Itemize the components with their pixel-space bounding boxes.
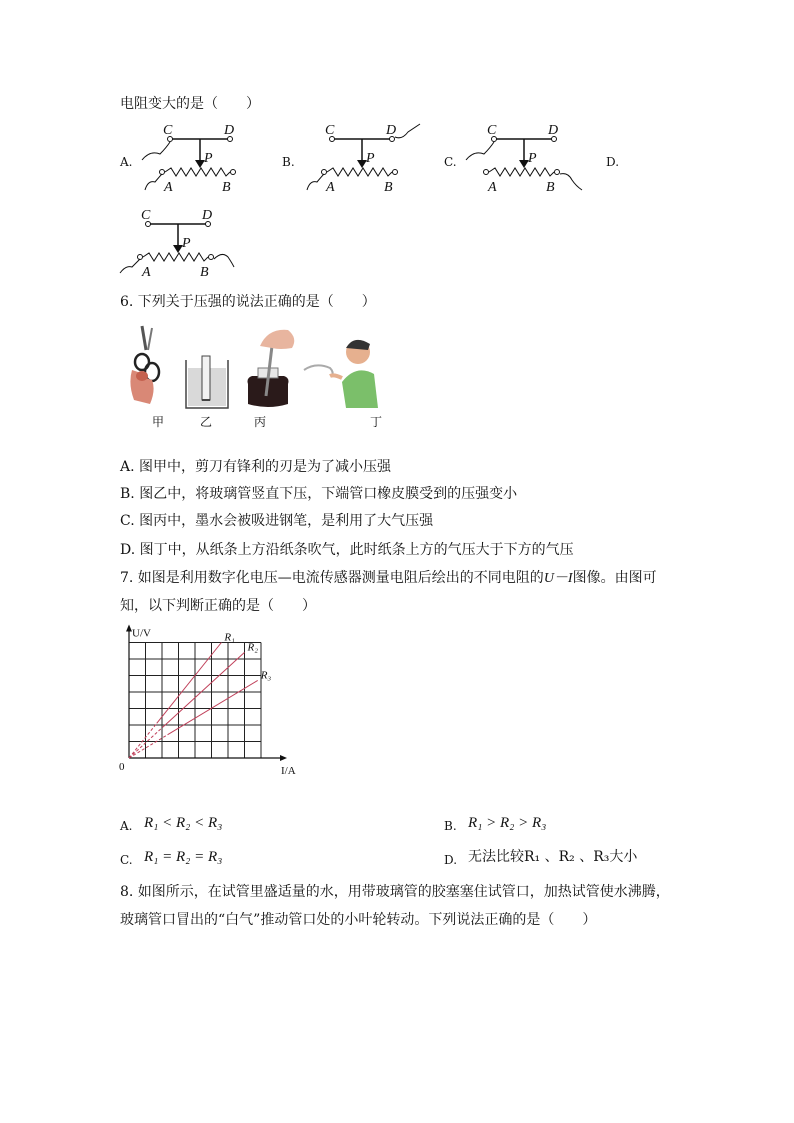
q7-option-b-label: B. [444,819,457,833]
q6-option-c: C. 图丙中，墨水会被吸进钢笔，是利用了大气压强 [120,513,434,529]
x-axis-label: I/A [281,765,296,777]
q8-line1: 8. 如图所示，在试管里盛适量的水，用带玻璃管的胶塞塞住试管口，加热试管使水沸腾， [120,884,670,900]
q5-stem-tail: 电阻变大的是（ ） [120,96,260,112]
label-b: B [222,180,231,195]
x-axis-arrow [280,755,287,761]
label-p: P [204,151,213,166]
ui-chart [115,618,295,783]
label-b: B [384,180,393,195]
scissors-picture [130,326,159,404]
figure-label-bing: 丙 [254,415,267,429]
origin-label: 0 [119,761,125,773]
beaker-picture [186,356,228,408]
chart-series [129,643,258,759]
y-axis-label: U/V [132,627,151,640]
q5-option-c-label: C. [444,155,457,169]
q7-stem-post: 图像。由图可 [572,570,657,586]
series-label-r1: R₁ [224,631,235,644]
label-a: A [142,265,151,280]
label-p: P [528,151,537,166]
ink-bottle-picture [248,330,295,407]
q7-option-a-label: A. [120,819,133,833]
label-c: C [325,123,335,138]
q5-option-a-label: A. [120,155,133,169]
series-line-dashed-2 [129,726,164,758]
label-b: B [200,265,209,280]
q7-option-d-expr: 无法比较R₁ 、R₂ 、R₃大小 [468,849,638,865]
label-d: D [548,123,559,138]
figure-label-ding: 丁 [370,415,383,429]
q7-stem-ui: U－I [543,571,573,586]
label-a: A [488,180,497,195]
label-d: D [224,123,235,138]
label-p: P [366,151,375,166]
q6-option-b: B. 图乙中，将玻璃管竖直下压，下端管口橡皮膜受到的压强变小 [120,486,518,502]
label-c: C [141,208,151,223]
q7-stem-pre: 7. 如图是利用数字化电压—电流传感器测量电阻后绘出的不同电阻的 [120,570,544,586]
series-label-r3: R₃ [260,669,272,682]
label-b: B [546,180,555,195]
label-d: D [202,208,213,223]
figure-label-yi: 乙 [200,415,213,429]
q5-option-d-label: D. [606,155,620,169]
series-label-r2: R₂ [247,641,259,654]
q7-stem-line1 [120,568,657,589]
figure-label-jia: 甲 [152,415,165,429]
q7-option-c-label: C. [120,853,133,867]
chart-axes [126,625,287,762]
q7-option-d-label: D. [444,853,458,867]
q7-option-c-expr: R₁ = R₂ = R₃ [144,849,223,865]
chart-grid [129,643,261,759]
q6-option-d: D. 图丁中，从纸条上方沿纸条吹气，此时纸条上方的气压大于下方的气压 [120,542,574,558]
label-c: C [163,123,173,138]
q7-option-a-expr: R₁ < R₂ < R₃ [144,815,223,831]
q7-stem-line2: 知，以下判断正确的是（ ） [120,598,316,614]
q6-stem: 6. 下列关于压强的说法正确的是（ ） [120,294,376,310]
series-line-dashed-1 [129,723,157,758]
boy-picture [304,340,378,408]
label-c: C [487,123,497,138]
label-p: P [182,236,191,251]
label-d: D [386,123,397,138]
q8-line2: 玻璃管口冒出的“白气”推动管口处的小叶轮转动。下列说法正确的是（ ） [120,912,597,928]
label-a: A [326,180,335,195]
label-a: A [164,180,173,195]
q7-option-b-expr: R₁ > R₂ > R₃ [468,815,547,831]
q6-option-a: A. 图甲中，剪刀有锋利的刃是为了减小压强 [120,459,392,475]
q5-option-b-label: B. [282,155,295,169]
